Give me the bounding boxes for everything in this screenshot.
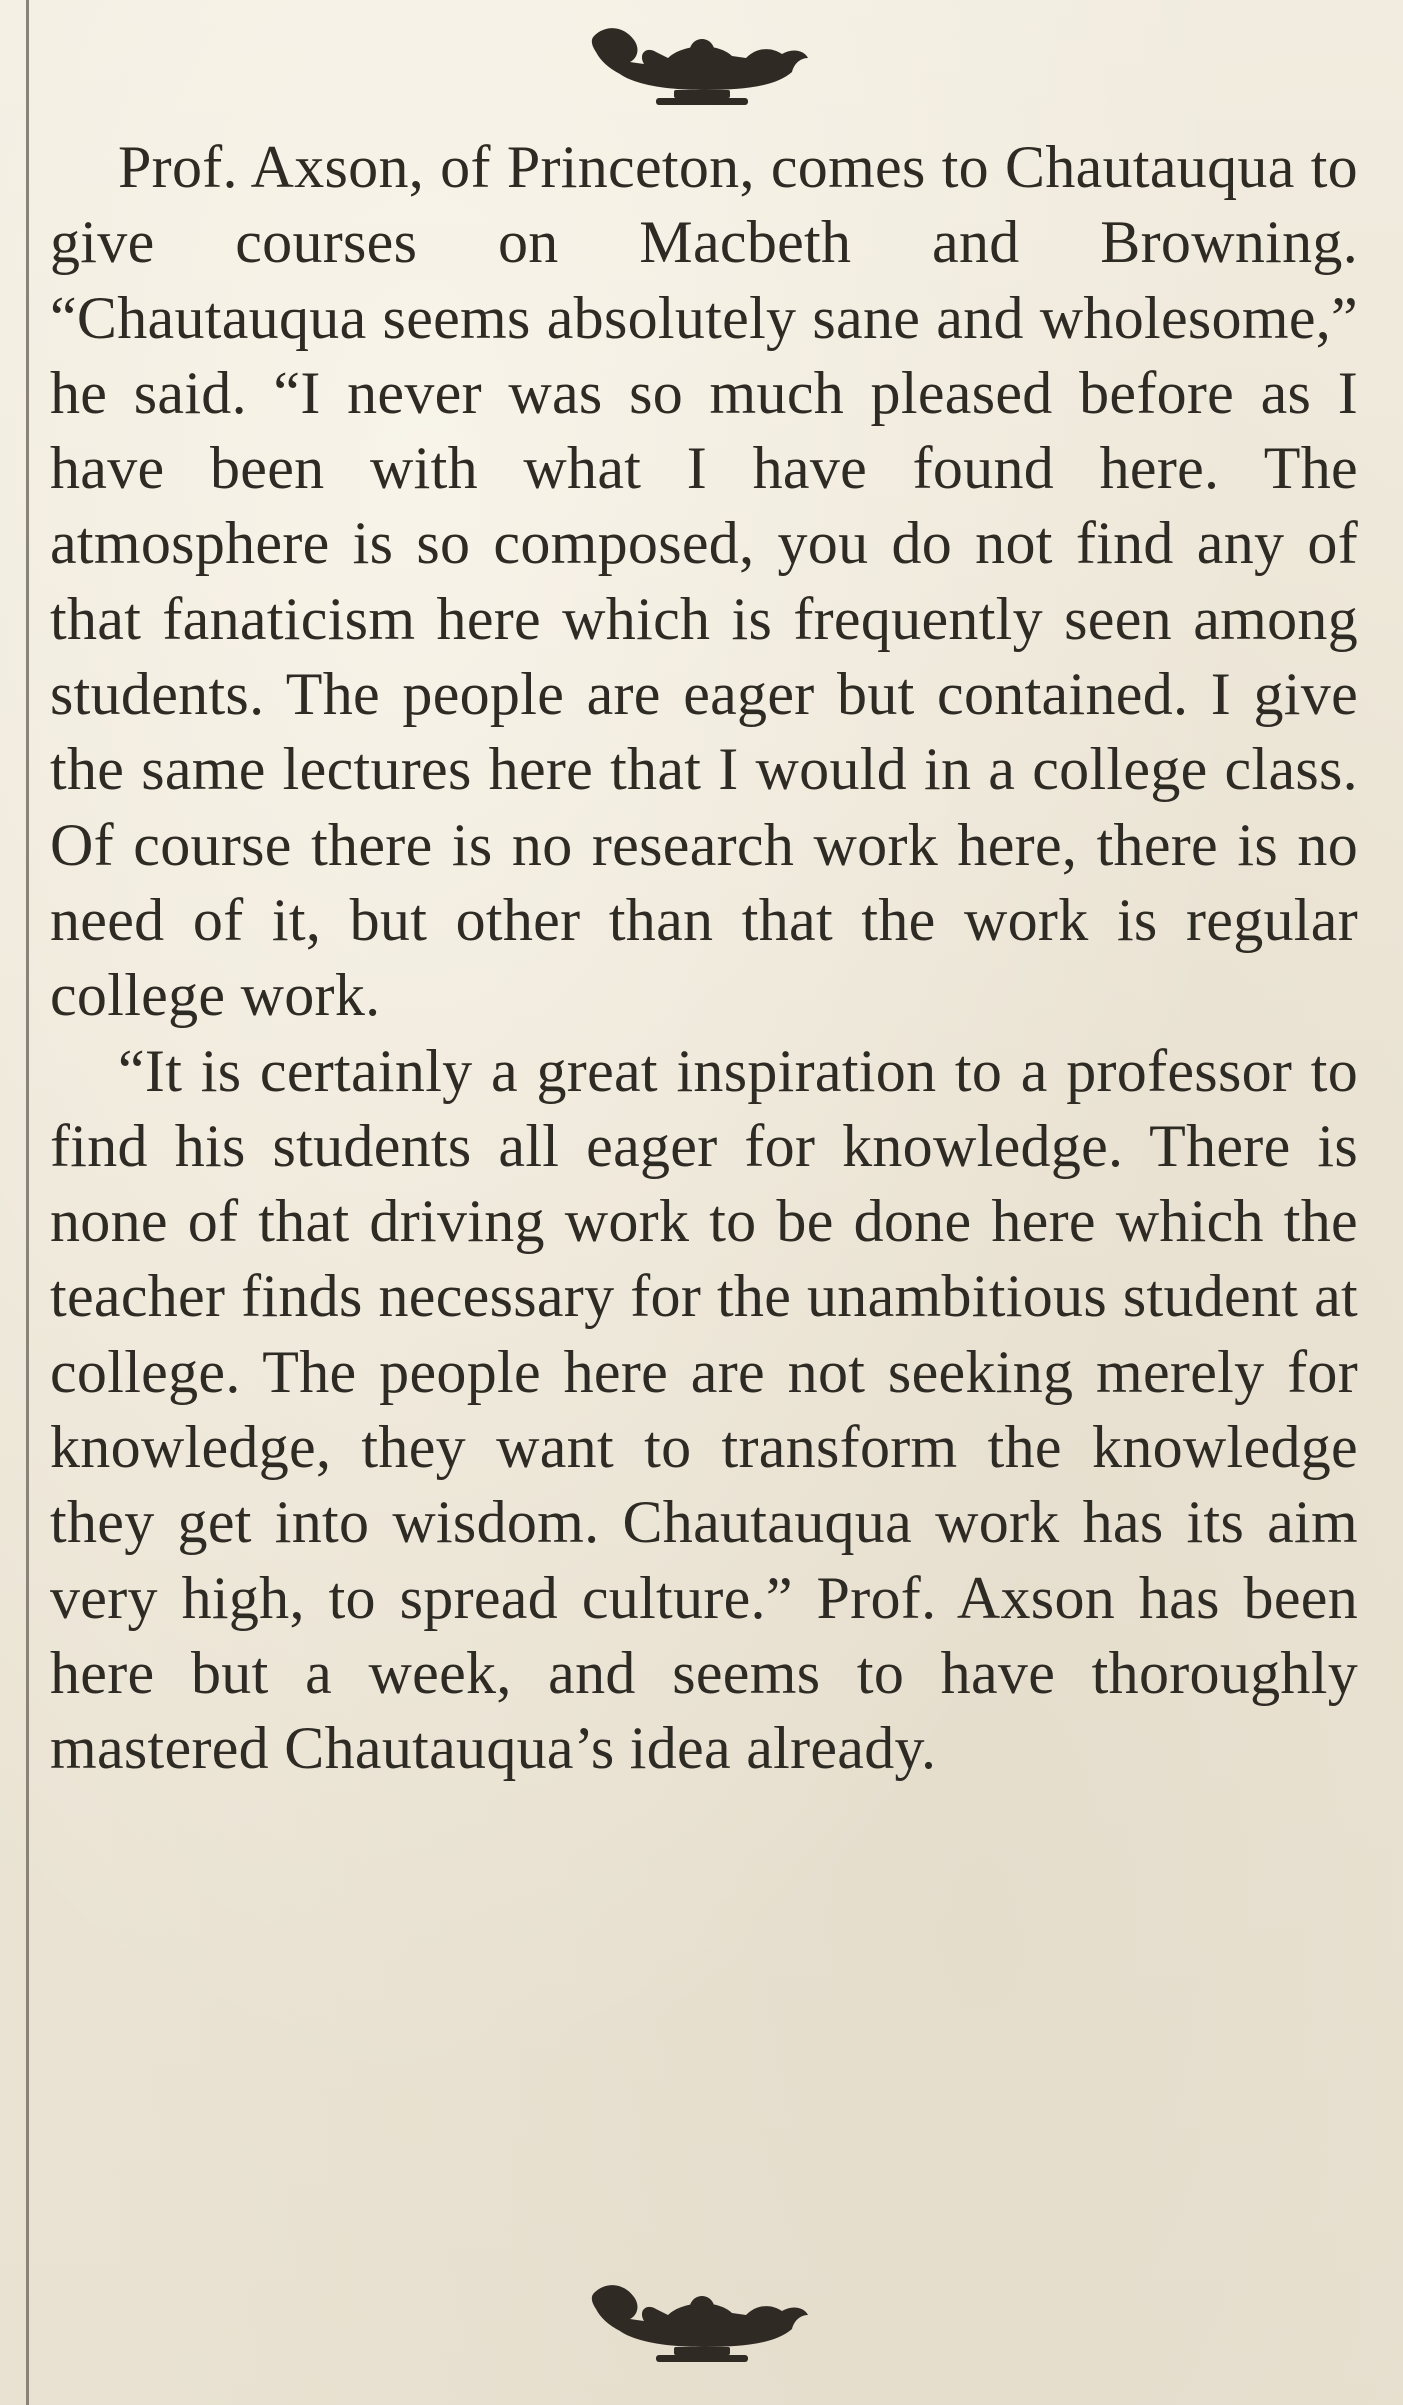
article-body bbox=[50, 130, 1358, 1787]
cut-off-next-line bbox=[60, 2385, 1340, 2405]
lamp-ornament-top bbox=[586, 18, 816, 108]
article-paragraph-2: “It is certainly a great inspiration to a professor to find his students all eager for knowledge. There is none of that driving work to be done here which the teacher finds necessary for the unambitious student at college. The people here are not seeking merely for knowledge, they want to transform the knowledge they get into wisdom. Chautauqua work has its aim very high, to spread culture.” Prof. Axson has been here but a week, and seems to have thoroughly mastered Chautauqua’s idea already. bbox=[50, 1037, 1358, 1782]
article-paragraph-1: Prof. Axson, of Princeton, comes to Chautauqua to give courses on Macbeth and Browning. “Chautauqua seems absolutely sane and wholesome,” he said. “I never was so much pleased before as I have been with what I have found here. The atmosphere is so composed, you do not find any of that fanaticism here which is frequently seen among students. The people are eager but contained. I give the same lectures here that I would in a college class. Of course there is no research work here, there is no need of it, but other than that the work is regular college work. bbox=[50, 134, 1358, 1029]
left-column-rule bbox=[26, 0, 29, 2405]
lamp-ornament-bottom bbox=[586, 2275, 816, 2365]
